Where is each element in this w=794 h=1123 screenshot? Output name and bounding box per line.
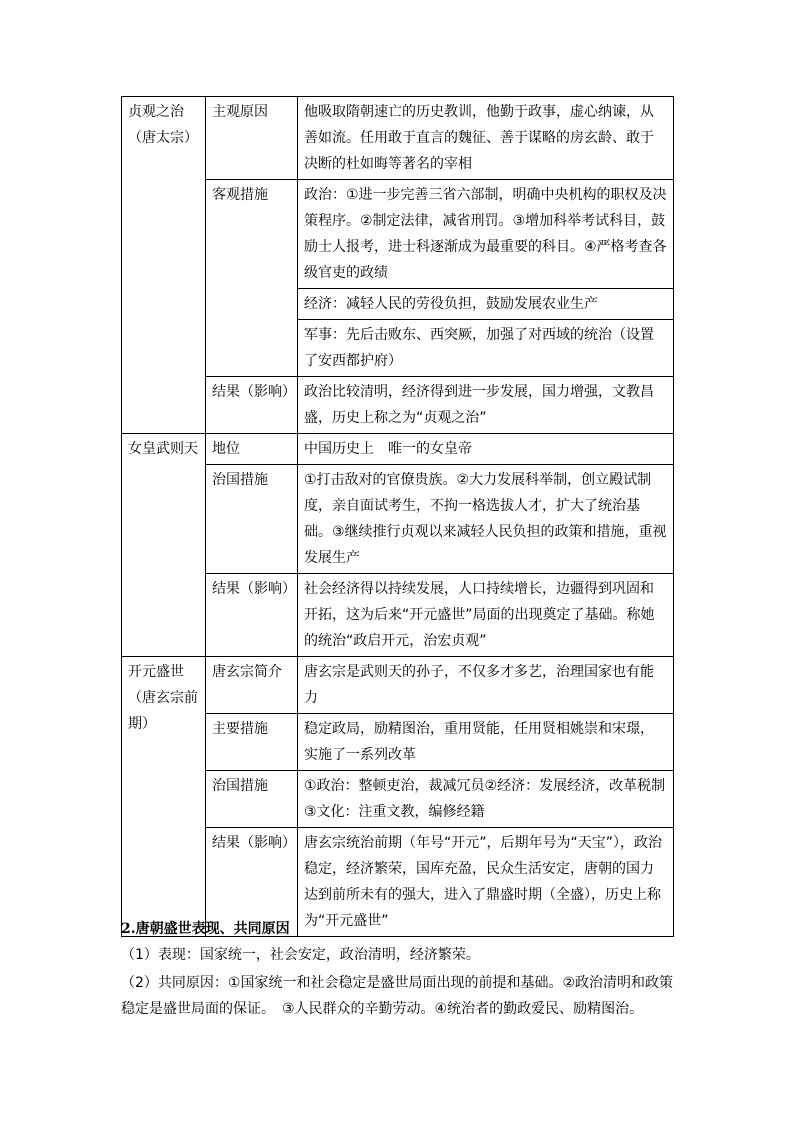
row-content: 中国历史上 唯一的女皇帝 bbox=[298, 434, 674, 465]
row-content: 政治：①进一步完善三省六部制，明确中央机构的职权及决策程序。②制定法律，减省刑罚。③增加科举考试科目，鼓励士人报考，进士科逐渐成为最重要的科目。④严格考查各级官吏的政绩 bbox=[298, 180, 674, 289]
paragraph-common-causes: （2）共同原因：①国家统一和社会稳定是盛世局面出现的前提和基础。②政治清明和政策稳定是盛世局面的保证。 ③人民群众的辛勤劳动。④统治者的勤政爱民、励精图治。 bbox=[121, 975, 674, 1017]
row-content: 经济：减轻人民的劳役负担，鼓励发展农业生产 bbox=[298, 289, 674, 320]
row-content: 军事：先后击败东、西突厥，加强了对西域的统治（设置了安西都护府） bbox=[298, 320, 674, 377]
row-content: 政治比较清明，经济得到进一步发展，国力增强，文教昌盛，历史上称之为“贞观之治” bbox=[298, 377, 674, 434]
era-cell-wuzetian bbox=[122, 434, 206, 657]
row-label: 唐玄宗简介 bbox=[206, 657, 298, 714]
row-content: 稳定政局，励精图治，重用贤能，任用贤相姚崇和宋璟，实施了一系列改革 bbox=[298, 714, 674, 771]
era-cell-kaiyuan bbox=[122, 657, 206, 937]
row-label: 治国措施 bbox=[206, 771, 298, 828]
row-content: 唐玄宗统治前期（年号“开元”，后期年号为“天宝”），政治稳定，经济繁荣，国库充盈，民众生活安定，唐朝的国力达到前所未有的强大，进入了鼎盛时期（全盛），历史上称为“开元盛世” bbox=[298, 828, 674, 937]
row-content: 唐玄宗是武则天的孙子，不仅多才多艺，治理国家也有能力 bbox=[298, 657, 674, 714]
row-label: 客观措施 bbox=[206, 180, 298, 377]
row-label: 地位 bbox=[206, 434, 298, 465]
era-line: 期） bbox=[128, 716, 156, 732]
era-line: 开元盛世 bbox=[128, 664, 184, 680]
row-content: ①打击敌对的官僚贵族。②大力发展科举制，创立殿试制度，亲自面试考生，不拘一格选拔人才，扩大了统治基础。③继续推行贞观以来减轻人民负担的政策和措施，重视发展生产 bbox=[298, 465, 674, 574]
row-content: 社会经济得以持续发展，人口持续增长，边疆得到巩固和开拓，这为后来“开元盛世”局面的出现奠定了基础。称她的统治“政启开元，治宏贞观” bbox=[298, 574, 674, 657]
row-content: ①政治：整顿吏治，裁减冗员②经济：发展经济，改革税制③文化：注重文教，编修经籍 bbox=[298, 771, 674, 828]
row-label: 结果（影响） bbox=[206, 377, 298, 434]
row-label: 主观原因 bbox=[206, 97, 298, 180]
row-label: 治国措施 bbox=[206, 465, 298, 574]
row-label: 主要措施 bbox=[206, 714, 298, 771]
era-cell-zhenguan bbox=[122, 97, 206, 434]
era-line: （唐太宗） bbox=[128, 130, 198, 146]
era-line: 女皇武则天 bbox=[128, 441, 198, 457]
era-line: （唐玄宗前 bbox=[128, 690, 198, 706]
section-heading: 2.唐朝盛世表现、共同原因 bbox=[121, 921, 290, 937]
history-table bbox=[121, 96, 674, 937]
paragraph-performance: （1）表现：国家统一，社会安定，政治清明，经济繁荣。 bbox=[121, 947, 480, 963]
era-line: 贞观之治 bbox=[128, 104, 184, 120]
row-label: 结果（影响） bbox=[206, 574, 298, 657]
row-label: 结果（影响） bbox=[206, 828, 298, 937]
row-content: 他吸取隋朝速亡的历史教训，他勤于政事，虚心纳谏，从善如流。任用敢于直言的魏征、善于谋略的房玄龄、敢于决断的杜如晦等著名的宰相 bbox=[298, 97, 674, 180]
